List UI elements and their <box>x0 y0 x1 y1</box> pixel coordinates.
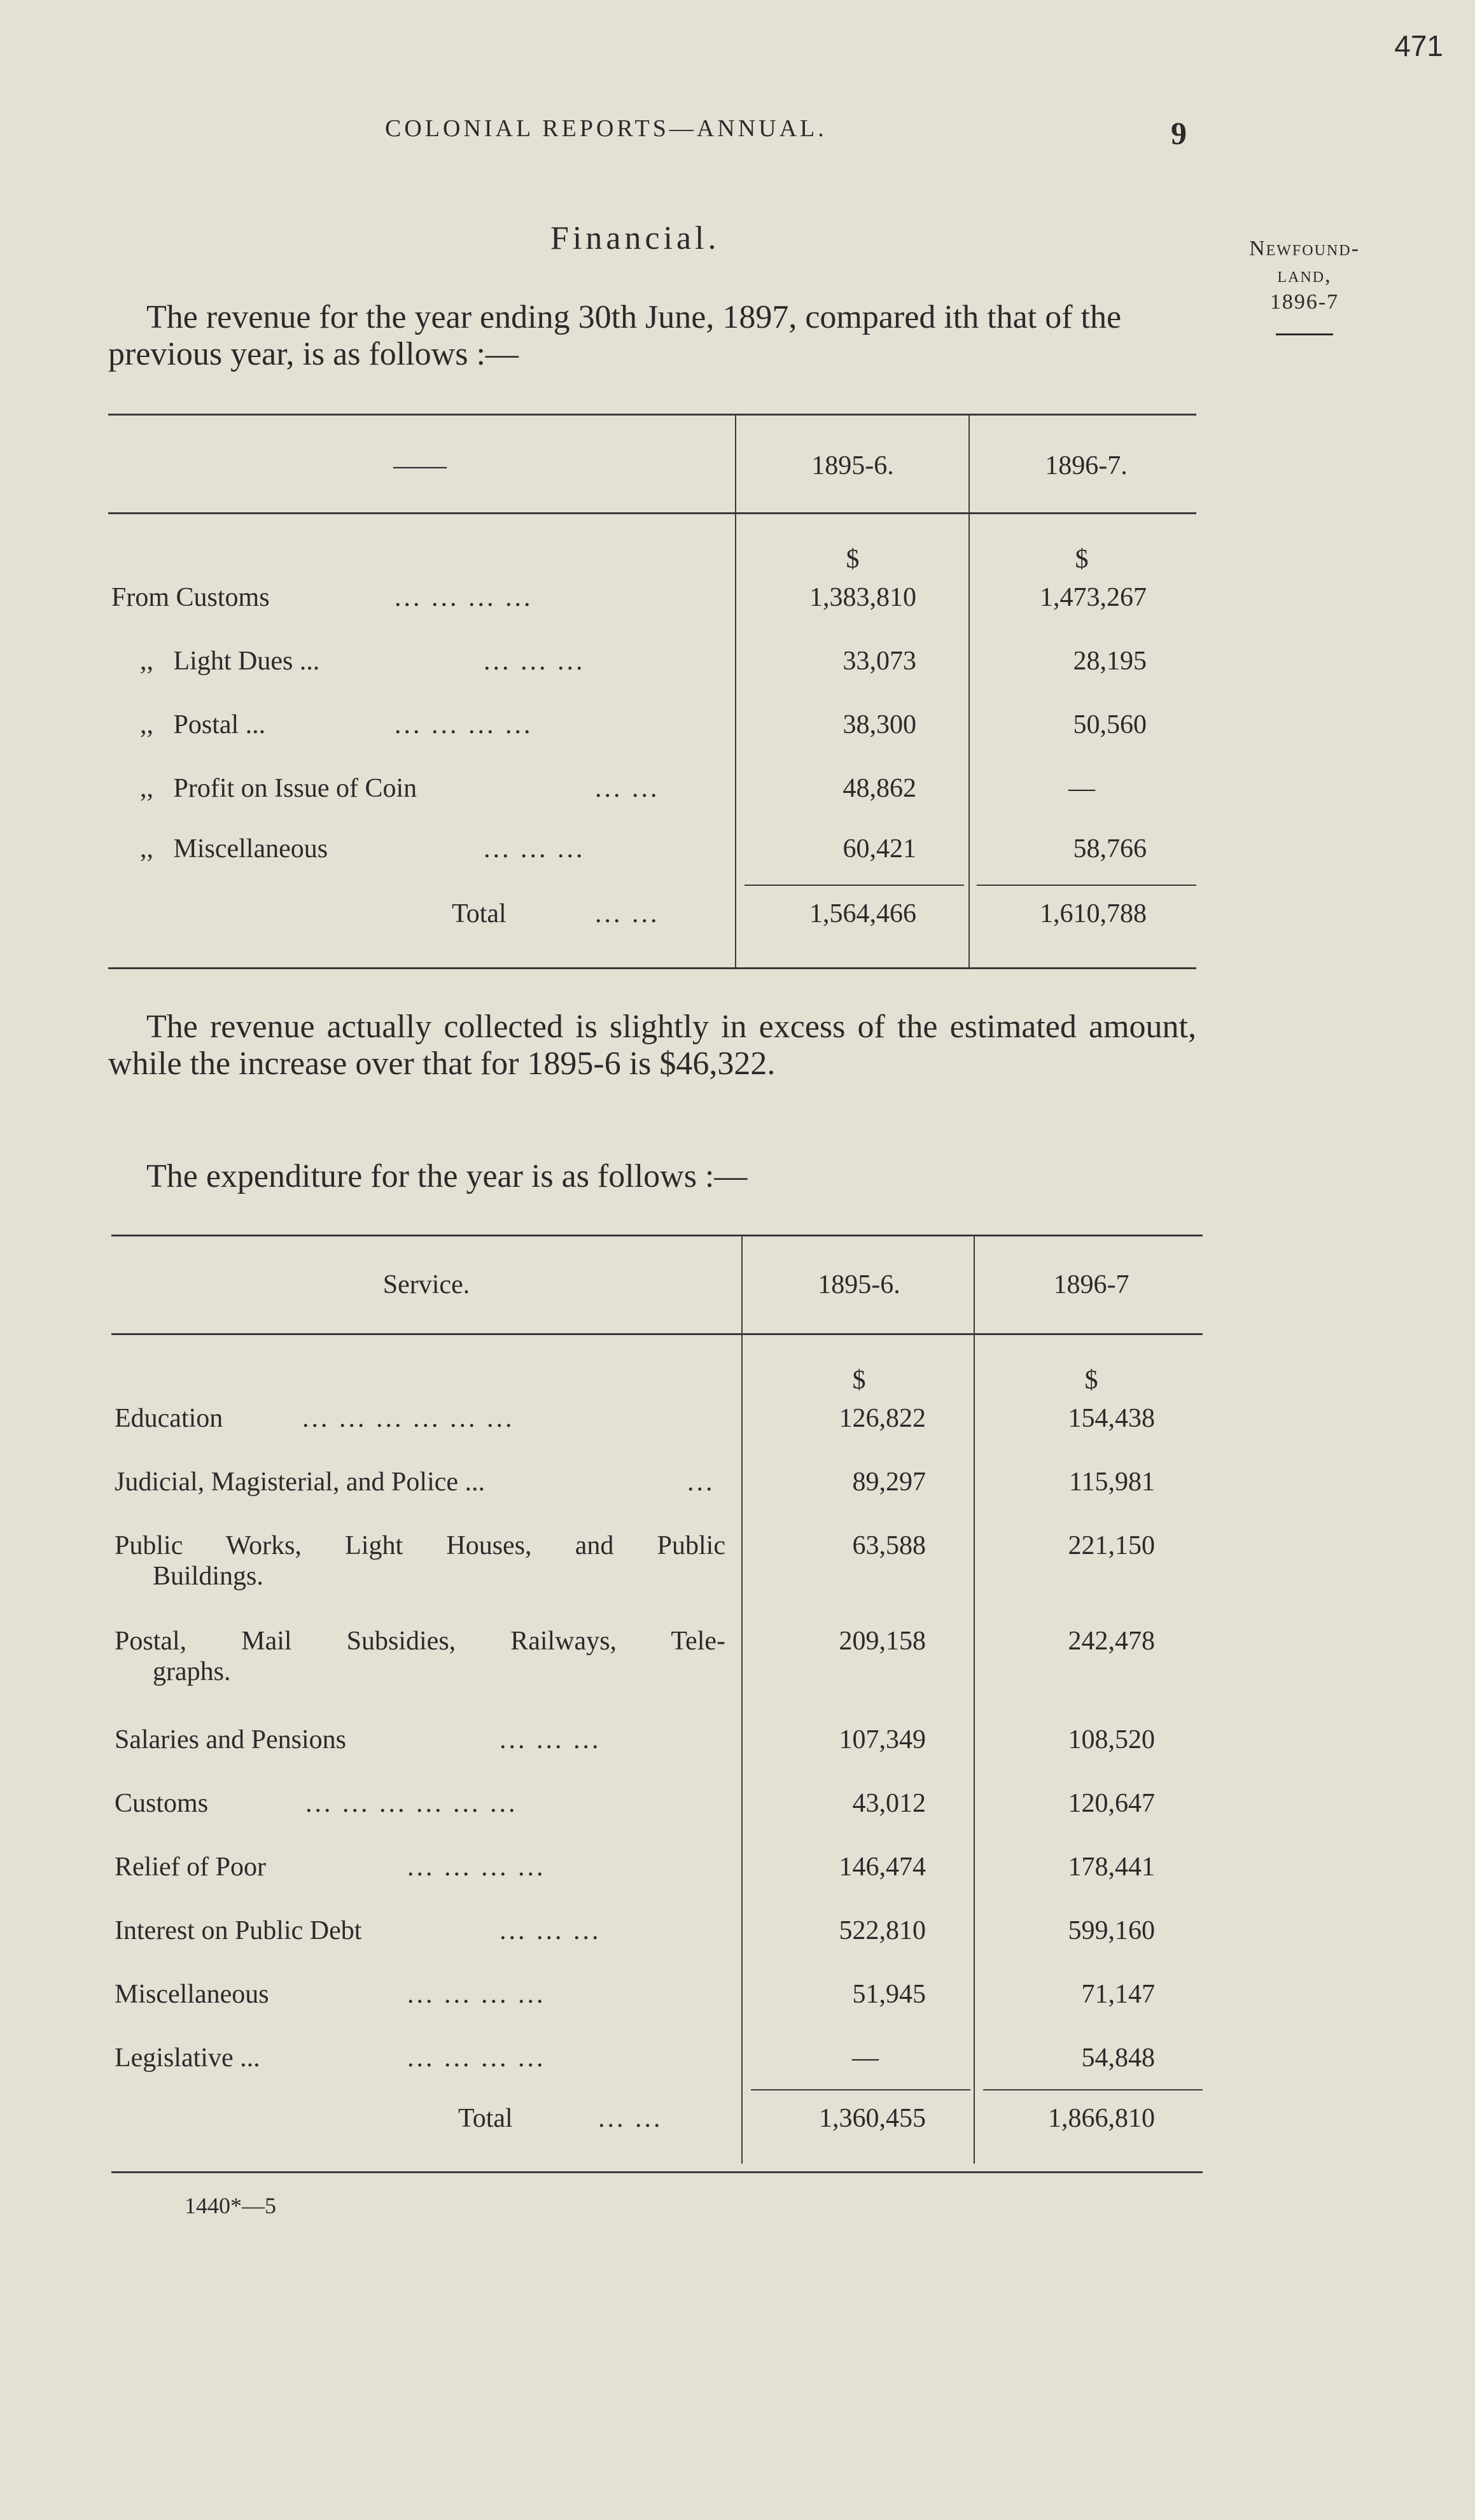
exp-row-label-line1: Public Works, Light Houses, and Public <box>115 1531 725 1560</box>
running-head: COLONIAL REPORTS—ANNUAL. <box>385 115 827 142</box>
rev-row-v2: — <box>1068 774 1095 803</box>
exp-subtotal-rule-2 <box>983 2089 1203 2090</box>
exp-row-v1: 89,297 <box>852 1467 926 1497</box>
rev-row-label: ,, Miscellaneous <box>140 834 328 864</box>
exp-row-label: Salaries and Pensions <box>115 1725 346 1754</box>
exp-row-dots: ... ... ... ... ... ... <box>302 1404 515 1433</box>
exp-currency-col1: $ <box>852 1366 866 1395</box>
margin-note-line1: Newfound- <box>1249 237 1360 260</box>
exp-row-v2: 71,147 <box>1081 1980 1155 2009</box>
rev-row-dots: ... ... ... ... <box>395 710 533 739</box>
exp-row-v2: 108,520 <box>1068 1725 1155 1754</box>
exp-row-v1: 146,474 <box>839 1852 926 1882</box>
exp-row-dots: ... ... ... ... ... ... <box>305 1789 518 1818</box>
exp-row-label <box>115 1530 725 1592</box>
rev-row-label: From Customs <box>111 583 270 612</box>
exp-total-dots: ... ... <box>598 2104 663 2133</box>
exp-total-label: Total <box>458 2104 513 2133</box>
rev-header-col2: 1896-7. <box>1045 451 1128 480</box>
rev-row-label: ,, Postal ... <box>140 710 266 739</box>
rev-currency-col1: $ <box>846 545 860 574</box>
exp-row-dots: ... <box>687 1467 715 1497</box>
rev-col-divider-1 <box>735 414 736 967</box>
margin-note-line3: 1896-7 <box>1269 290 1339 314</box>
exp-row-dots: ... ... ... <box>500 1916 601 1945</box>
exp-row-label-cont: graphs. <box>153 1657 231 1686</box>
rev-subtotal-rule-1 <box>744 885 964 886</box>
margin-note-rule <box>1276 333 1333 335</box>
rev-row-v2: 1,473,267 <box>1040 583 1147 612</box>
rev-bottom-rule <box>108 967 1196 969</box>
exp-total-v2: 1,866,810 <box>1048 2104 1155 2133</box>
exp-col-divider-2 <box>974 1235 975 2164</box>
expenditure-intro: The expenditure for the year is as follows :— <box>146 1158 748 1194</box>
exp-row-v2: 154,438 <box>1068 1404 1155 1433</box>
exp-col-divider-1 <box>741 1235 743 2164</box>
rev-row-v1: 38,300 <box>842 710 916 739</box>
exp-row-label: Relief of Poor <box>115 1852 266 1882</box>
exp-bottom-rule <box>111 2171 1203 2173</box>
exp-subtotal-rule-1 <box>751 2089 970 2090</box>
rev-col-divider-2 <box>968 414 970 967</box>
rev-total-v2: 1,610,788 <box>1040 899 1147 928</box>
intro-paragraph: The revenue for the year ending 30th June, 1897, compared ith that of the previous year, is as follows :— <box>108 299 1122 372</box>
exp-row-v1: 43,012 <box>852 1789 926 1818</box>
exp-row-v1: 107,349 <box>839 1725 926 1754</box>
exp-row-label: Education <box>115 1404 223 1433</box>
exp-row-v2: 54,848 <box>1081 2043 1155 2073</box>
exp-row-v2: 599,160 <box>1068 1916 1155 1945</box>
exp-row-label-line1: Postal, Mail Subsidies, Railways, Tele- <box>115 1627 725 1656</box>
exp-row-label: Judicial, Magisterial, and Police ... <box>115 1467 486 1497</box>
exp-row-v1: — <box>852 2043 879 2073</box>
exp-row-v2: 120,647 <box>1068 1789 1155 1818</box>
exp-row-v2: 115,981 <box>1069 1467 1155 1497</box>
rev-row-v2: 28,195 <box>1073 647 1147 676</box>
rev-row-v1: 48,862 <box>842 774 916 803</box>
exp-row-label <box>115 1626 725 1687</box>
exp-row-v1: 522,810 <box>839 1916 926 1945</box>
rev-row-dots: ... ... ... <box>484 834 585 864</box>
exp-header-service: Service. <box>382 1270 470 1299</box>
rev-row-dots: ... ... <box>595 774 660 803</box>
rev-subtotal-rule-2 <box>977 885 1196 886</box>
rev-total-dots: ... ... <box>595 899 660 928</box>
exp-row-v1: 63,588 <box>852 1531 926 1560</box>
exp-row-dots: ... ... ... ... <box>407 2043 546 2073</box>
rev-header-blank: —— <box>393 451 447 480</box>
margin-note <box>1215 235 1394 335</box>
rev-head-rule <box>108 512 1196 514</box>
exp-row-v2: 242,478 <box>1068 1627 1155 1656</box>
rev-row-dots: ... ... ... <box>484 647 585 676</box>
exp-row-label: Legislative ... <box>115 2043 260 2073</box>
rev-top-rule <box>108 414 1196 416</box>
exp-total-v1: 1,360,455 <box>819 2104 926 2133</box>
exp-head-rule <box>111 1333 1203 1335</box>
exp-row-dots: ... ... ... ... <box>407 1852 546 1882</box>
exp-row-v1: 209,158 <box>839 1627 926 1656</box>
rev-row-v1: 1,383,810 <box>809 583 916 612</box>
footer-code: 1440*—5 <box>185 2193 276 2218</box>
rev-total-v1: 1,564,466 <box>809 899 916 928</box>
rev-total-label: Total <box>452 899 507 928</box>
folio-number: 9 <box>1171 115 1187 151</box>
exp-header-col1: 1895-6. <box>818 1270 900 1299</box>
exp-row-dots: ... ... ... ... <box>407 1980 546 2009</box>
exp-row-dots: ... ... ... <box>500 1725 601 1754</box>
margin-note-line2: land, <box>1277 263 1332 287</box>
revenue-paragraph: The revenue actually collected is slightly in excess of the estimated amount, while the increase over that for 1895-6 is $46,322. <box>108 1009 1196 1082</box>
rev-row-dots: ... ... ... ... <box>395 583 533 612</box>
exp-row-v1: 51,945 <box>852 1980 926 2009</box>
section-title: Financial. <box>550 220 720 256</box>
page-number: 471 <box>1394 29 1443 62</box>
exp-row-v2: 178,441 <box>1068 1852 1155 1882</box>
exp-row-v1: 126,822 <box>839 1404 926 1433</box>
exp-row-label: Interest on Public Debt <box>115 1916 362 1945</box>
exp-row-v2: 221,150 <box>1068 1531 1155 1560</box>
rev-row-v1: 33,073 <box>842 647 916 676</box>
rev-row-label: ,, Light Dues ... <box>140 647 320 676</box>
exp-row-label-cont: Buildings. <box>153 1562 263 1591</box>
exp-row-label: Customs <box>115 1789 209 1818</box>
rev-row-label: ,, Profit on Issue of Coin <box>140 774 417 803</box>
exp-row-label: Miscellaneous <box>115 1980 269 2009</box>
rev-currency-col2: $ <box>1075 545 1089 574</box>
exp-top-rule <box>111 1235 1203 1236</box>
exp-header-col2: 1896-7 <box>1053 1270 1129 1299</box>
exp-currency-col2: $ <box>1084 1366 1098 1395</box>
rev-row-v2: 50,560 <box>1073 710 1147 739</box>
rev-header-col1: 1895-6. <box>811 451 894 480</box>
rev-row-v2: 58,766 <box>1073 834 1147 864</box>
rev-row-v1: 60,421 <box>842 834 916 864</box>
